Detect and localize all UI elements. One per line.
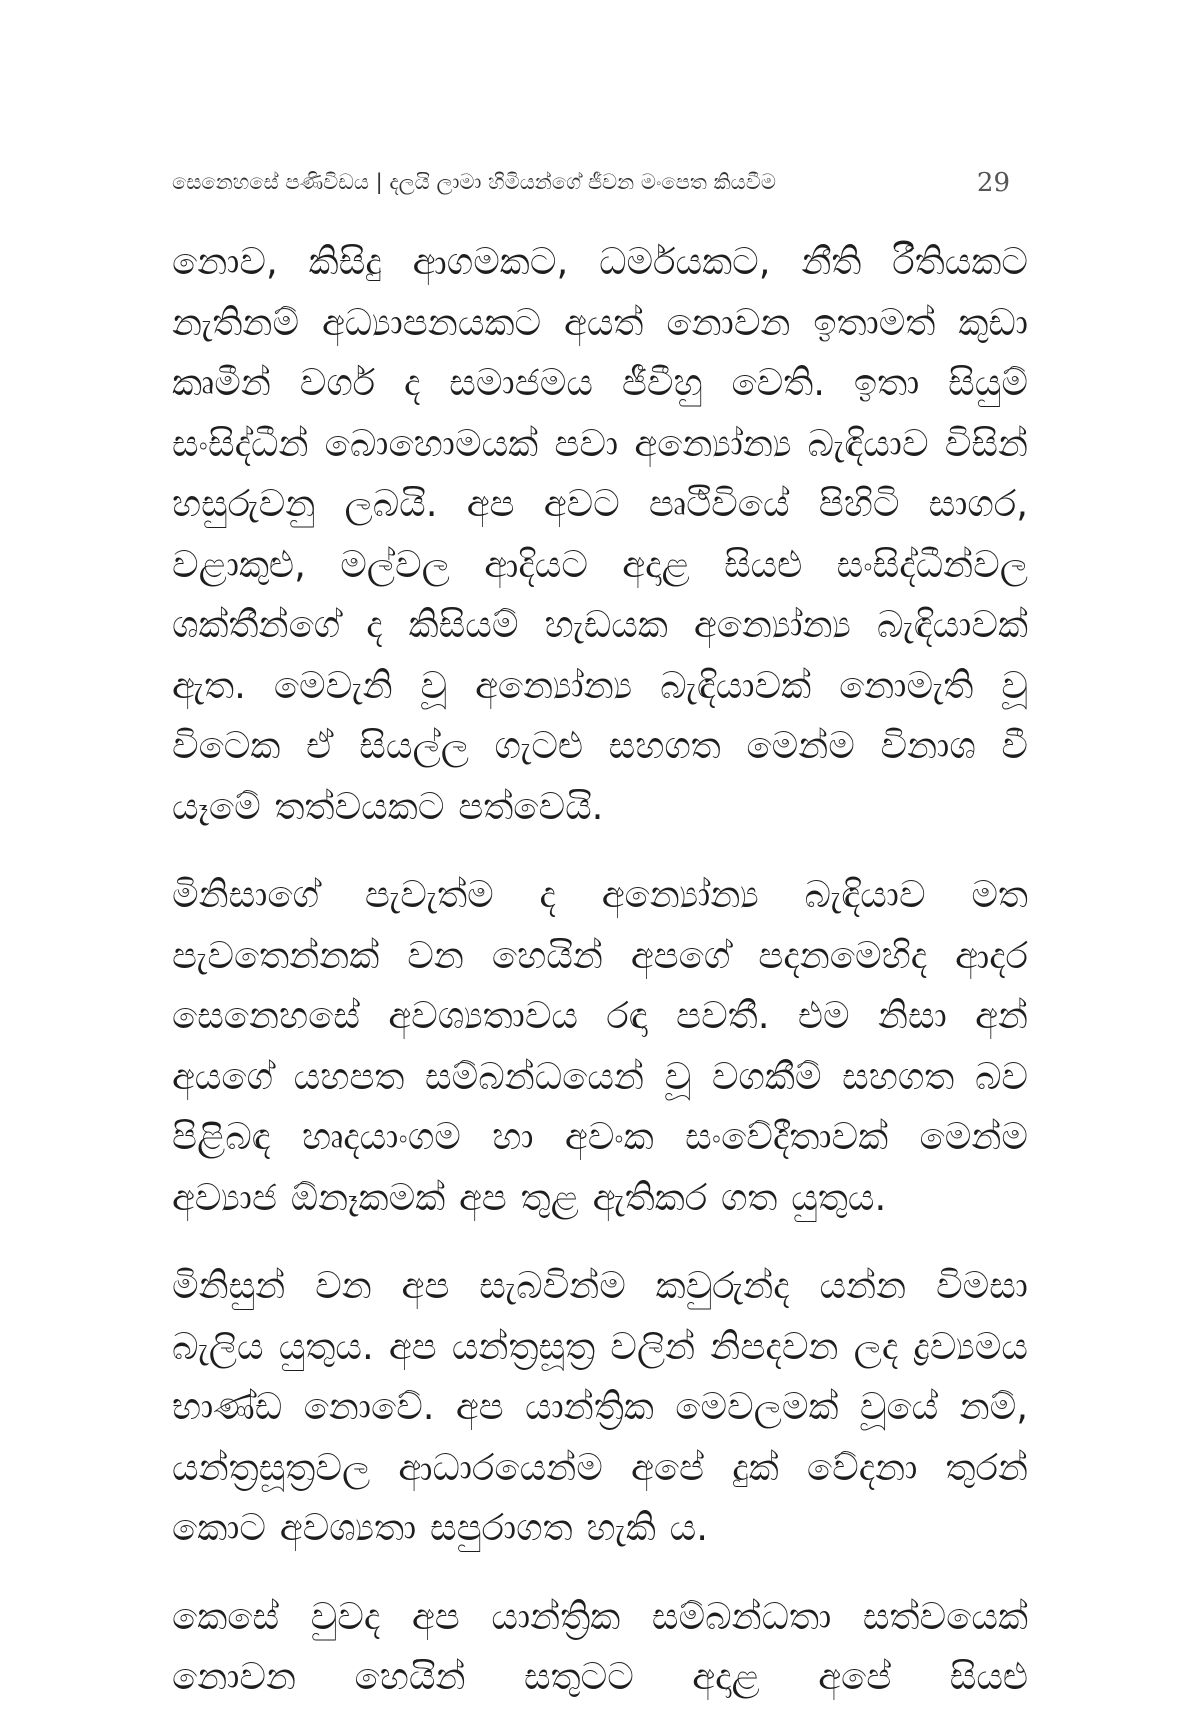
paragraph-3: මිනිසුන් වන අප සැබවින්ම කවුරුන්ද යන්න විමසා බැලිය යුතුය. අප යන්ත්‍රසූත්‍ර වලින් නිපදවන ලද ද්‍රව්‍යමය භාණ්ඩ නොවේ. අප යාන්ත්‍රික මෙවලමක් වූයේ නම්, යන්ත්‍රසූත්‍රවල ආධාරයෙන්ම අපේ දුක් වේදනා තුරන් කොට අවශ්‍යතා සපුරාගත හැකි ය. [172,1264,1028,1549]
paragraph-4: කෙසේ වුවද අප යාන්ත්‍රික සම්බන්ධතා සත්වයෙක් නොවන හෙයින් සතුටට අදාළ අපේ සියළු [172,1594,1028,1698]
paragraph-1: නොව, කිසිදු ආගමකට, ධර්මයකට, නීති රීතියකට නැතිනම් අධ්‍යාපනයකට අයත් නොවන ඉතාමත් කුඩා කෘමීන් වර්ග ද සමාජමය ජීවීහු වෙති. ඉතා සියුම් සංසිද්ධීන් බොහොමයක් පවා අන්‍යෝන්‍ය බැඳියාව විසින් හසුරුවනු ලබයි. අප අවට පෘථිවියේ පිහිටි සාගර, වළාකුළු, මල්වල ආදියට අදාළ සියළු සංසිද්ධීන්වල ශක්තීන්ගේ ද කිසියම් හැඩයක අන්‍යෝන්‍ය බැඳියාවක් ඇත. මෙවැනි වූ අන්‍යෝන්‍ය බැඳියාවක් නොමැති වූ විටෙක ඒ සියල්ල ගැටළු සහගත මෙන්ම විනාශ වී යෑමේ තත්වයකට පත්වෙයි. [172,240,1028,828]
page-number: 29 [976,168,1010,198]
running-header-title: සෙනෙහසේ පණිවිඩය | දලයි ලාමා හිමියන්ගේ ජීවන මංපෙත කියවීම [172,170,776,194]
paragraph-2: මිනිසාගේ පැවැත්ම ද අන්‍යෝන්‍ය බැඳියාව මත පැවතෙන්නක් වන හෙයින් අපගේ පදනමෙහිද ආදර සෙනෙහසේ අවශ්‍යතාවය රඳා පවතී. එම නිසා අන් අයගේ යහපත සම්බන්ධයෙන් වූ වගකීම් සහගත බව පිළිබඳ හෘදයාංගම හා අවංක සංවේදීතාවක් මෙන්ම අව්‍යාජ ඕනෑකමක් අප තුළ ඇතිකර ගත යුතුය. [172,873,1028,1219]
body-text [172,232,1028,1736]
